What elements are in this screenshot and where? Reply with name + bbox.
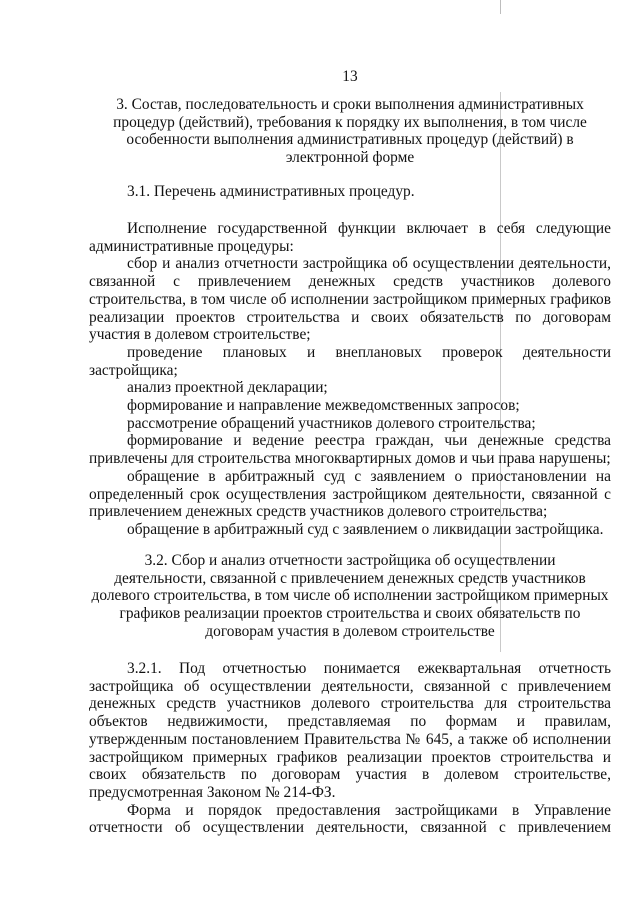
paragraph: проведение плановых и внеплановых проверок деятельности застройщика; [89,343,611,379]
heading-line: электронной форме [285,149,415,167]
scan-artifact-line [500,0,501,14]
heading-line: процедур (действий), требования к порядку их выполнения, в том числе [113,113,587,131]
paragraph: формирование и ведение реестра граждан, чьи денежные средства привлечены для строительства многоквартирных домов и чьи права нарушены; [89,432,611,468]
subsection-3-2-heading [89,552,611,641]
paragraph: анализ проектной декларации; [127,379,328,397]
paragraph: Исполнение государственной функции включает в себя следующие административные процедуры: [89,220,611,255]
paragraph: рассмотрение обращений участников долевого строительства; [127,414,536,432]
heading-line: 3.2. Сбор и анализ отчетности застройщика об осуществлении [144,552,556,569]
paragraph: обращение в арбитражный суд с заявлением о приостановлении на определенный срок осуществления застройщиком деятельности, связанной с привлечением денежных средств участников долевого строительства; [89,467,611,521]
heading-line: графиков реализации проектов строительства и своих обязательств по [119,605,581,623]
paragraph: Форма и порядок предоставления застройщиками в Управление отчетности об осуществлении деятельности, связанной с привлечением [89,801,611,837]
paragraph: формирование и направление межведомственных запросов; [127,397,520,415]
section-3-heading [89,96,611,167]
paragraph: 3.2.1. Под отчетностью понимается ежеквартальная отчетность застройщика об осуществлении деятельности, связанной с привлечением денежных средств участников долевого строительства для строительства объектов недвижимости, представляемая по формам и правилам, утвержденным постановлением Правительства № 645, а также об исполнении застройщиком примерных графиков реализации проектов строительства и своих обязательств по договорам участия в долевом строительстве, предусмотренная Законом № 214-ФЗ. [89,660,611,801]
paragraph: сбор и анализ отчетности застройщика об осуществлении деятельности, связанной с привлечением денежных средств участников долевого строительства, в том числе об исполнении застройщиком примерных графиков реализации проектов строительства и своих обязательств по договорам участия в долевом строительстве; [89,255,611,344]
subsection-3-1-body [89,220,611,539]
page-number: 13 [342,68,358,85]
heading-line: особенности выполнения административных процедур (действий) в [126,131,574,149]
paragraph: обращение в арбитражный суд с заявлением о ликвидации застройщика. [127,520,604,538]
heading-line: договорам участия в долевом строительстве [205,622,495,640]
subsection-3-1-title: 3.1. Перечень административных процедур. [127,183,415,200]
heading-line: долевого строительства, в том числе об исполнении застройщиком примерных [91,587,609,605]
subsection-3-2-body [89,660,611,837]
heading-line: деятельности, связанной с привлечением денежных средств участников [114,569,586,587]
heading-line: 3. Состав, последовательность и сроки выполнения административных [116,96,584,113]
